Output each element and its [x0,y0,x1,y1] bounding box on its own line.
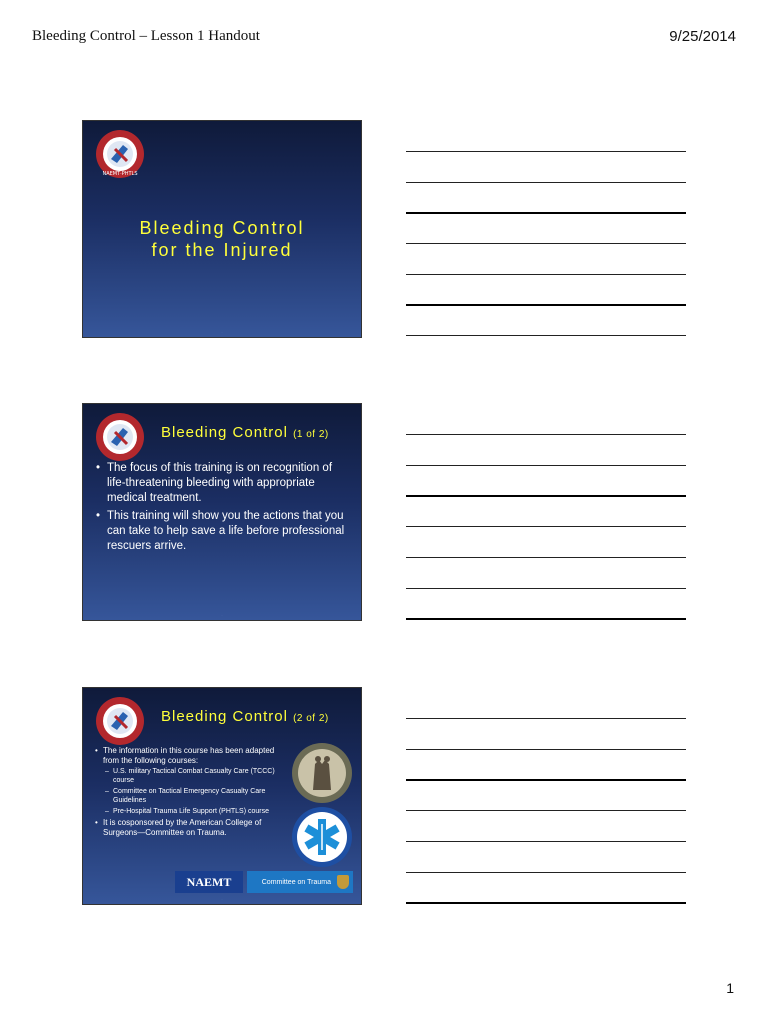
note-line [406,810,686,811]
slide-1 [82,120,362,338]
note-line [406,618,686,620]
slide-heading [161,424,329,441]
bullet-list [93,746,283,840]
svg-text:NAEMT·PHTLS: NAEMT·PHTLS [102,171,138,177]
note-line [406,274,686,275]
star-of-life-seal-icon [291,806,353,868]
acs-logo [247,871,353,893]
bullet-item: • The focus of this training is on recognition of life-threatening bleeding with appropriate medical treatment. [93,461,351,506]
slide-heading-text: Bleeding Control [161,424,288,441]
note-line [406,749,686,750]
note-line [406,434,686,435]
handout-date: 9/25/2014 [669,28,736,45]
bullet-item [93,746,283,816]
course-logo-icon [95,696,145,746]
acs-logo-text: Committee on Trauma [261,878,331,886]
note-line [406,902,686,904]
sub-bullet-list [103,767,283,816]
note-line [406,872,686,873]
note-line [406,243,686,244]
slide-footer: · [221,897,223,901]
naemt-logo: NAEMT [175,871,243,893]
bullet-list [93,461,351,557]
slide-title-line-2: for the Injured [151,240,293,260]
note-line [406,779,686,781]
page-number: 1 [726,980,734,996]
note-line [406,151,686,152]
note-line [406,526,686,527]
bullet-text: The information in this course has been adapted from the following courses: [103,746,275,765]
note-line [406,841,686,842]
handout-title: Bleeding Control – Lesson 1 Handout [32,28,260,44]
sub-bullet-item: – Committee on Tactical Emergency Casualty Care Guidelines [103,787,283,805]
note-line [406,465,686,466]
slide-heading-text: Bleeding Control [161,708,288,725]
slide-footer: · [221,613,223,617]
course-logo-icon [95,129,145,179]
slide-part-label: (2 of 2) [293,713,329,724]
bullet-item: • It is cosponsored by the American College of Surgeons—Committee on Trauma. [93,818,283,838]
note-line [406,718,686,719]
acs-crest-icon [337,875,349,889]
note-line [406,495,686,497]
slide-footer: · [221,330,223,334]
tccc-seal-icon [291,742,353,804]
course-logo-icon [95,412,145,462]
bullet-item: • This training will show you the actions that you can take to help save a life before professional rescuers arrive. [93,509,351,554]
sub-bullet-item: – U.S. military Tactical Combat Casualty Care (TCCC) course [103,767,283,785]
note-line [406,304,686,306]
slide-title [83,217,361,261]
note-line [406,588,686,589]
note-line [406,335,686,336]
sub-bullet-item: – Pre-Hospital Trauma Life Support (PHTLS) course [103,807,283,816]
note-line [406,557,686,558]
slide-2 [82,403,362,621]
note-line [406,182,686,183]
slide-heading [161,708,329,725]
slide-title-line-1: Bleeding Control [139,218,305,238]
slide-3 [82,687,362,905]
slide-part-label: (1 of 2) [293,429,329,440]
note-line [406,212,686,214]
